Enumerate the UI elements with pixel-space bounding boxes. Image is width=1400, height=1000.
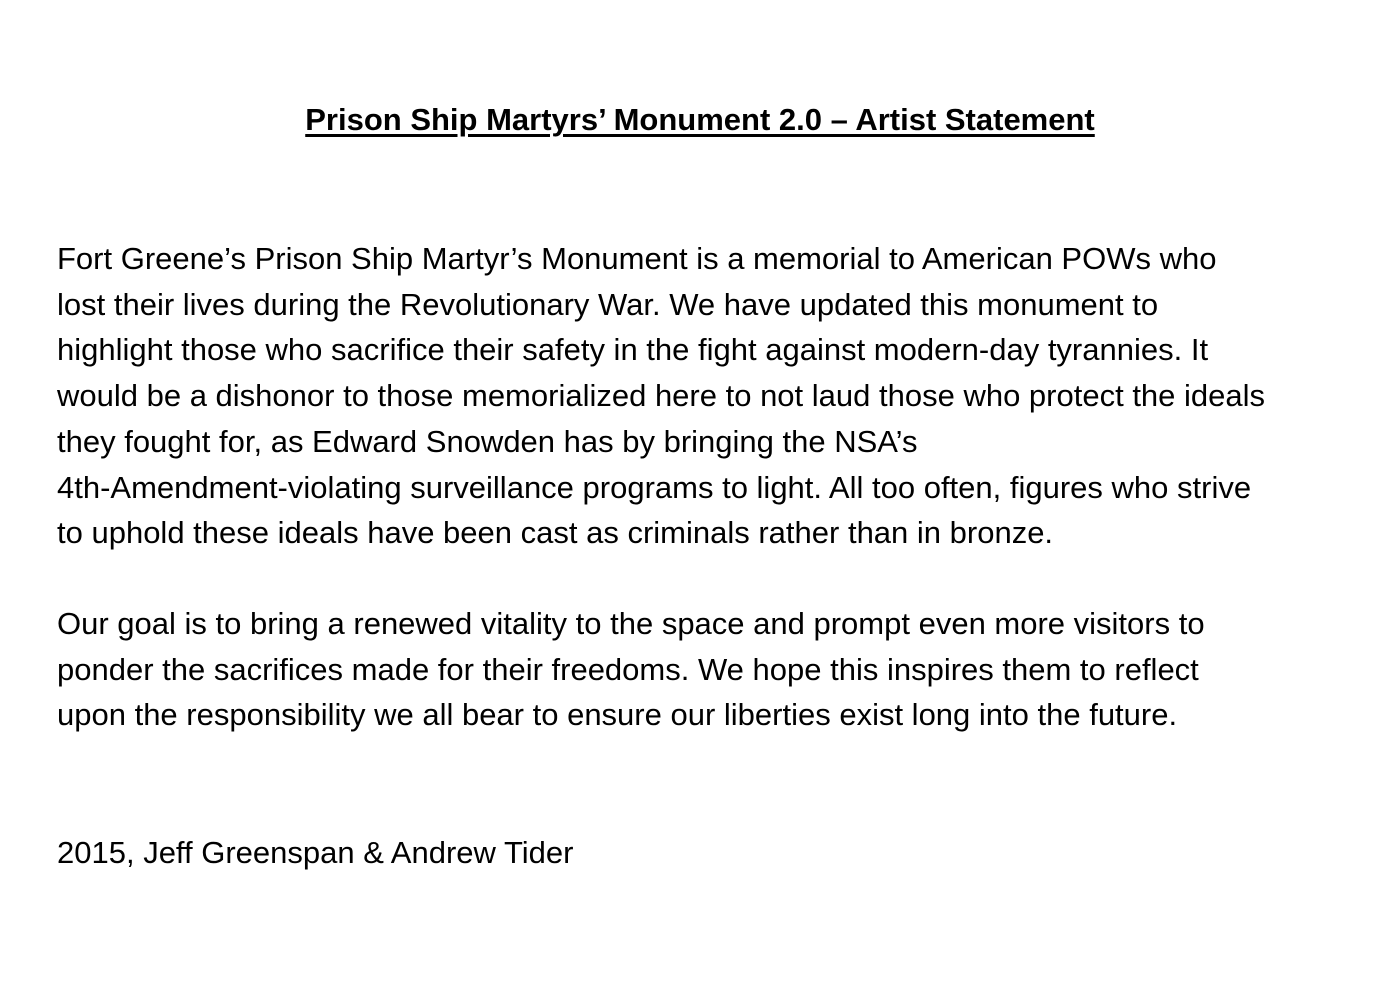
paragraph-line: 4th-Amendment-violating surveillance programs to light. All too often, figures who strive bbox=[57, 469, 1252, 505]
paragraph-line: lost their lives during the Revolutionary War. We have updated this monument to bbox=[57, 286, 1159, 322]
paragraph-line: Our goal is to bring a renewed vitality to the space and prompt even more visitors to bbox=[57, 606, 1205, 641]
document-title: Prison Ship Martyrs’ Monument 2.0 – Artist Statement bbox=[305, 102, 1095, 137]
statement-paragraph-1 bbox=[57, 236, 1265, 556]
paragraph-line: would be a dishonor to those memorialized here to not laud those who protect the ideals bbox=[57, 378, 1266, 414]
paragraph-line: to uphold these ideals have been cast as criminals rather than in bronze. bbox=[57, 515, 1054, 551]
statement-paragraph-2 bbox=[57, 601, 1205, 738]
paragraph-line: upon the responsibility we all bear to ensure our liberties exist long into the future. bbox=[57, 697, 1178, 733]
paragraph-line: highlight those who sacrifice their safety in the fight against modern-day tyrannies. It bbox=[57, 332, 1209, 368]
paragraph-line: they fought for, as Edward Snowden has by bringing the NSA’s bbox=[57, 423, 918, 459]
author-credit: 2015, Jeff Greenspan & Andrew Tider bbox=[57, 835, 574, 870]
paragraph-line: ponder the sacrifices made for their freedoms. We hope this inspires them to reflect bbox=[57, 651, 1199, 687]
paragraph-line: Fort Greene’s Prison Ship Martyr’s Monument is a memorial to American POWs who bbox=[57, 241, 1217, 276]
